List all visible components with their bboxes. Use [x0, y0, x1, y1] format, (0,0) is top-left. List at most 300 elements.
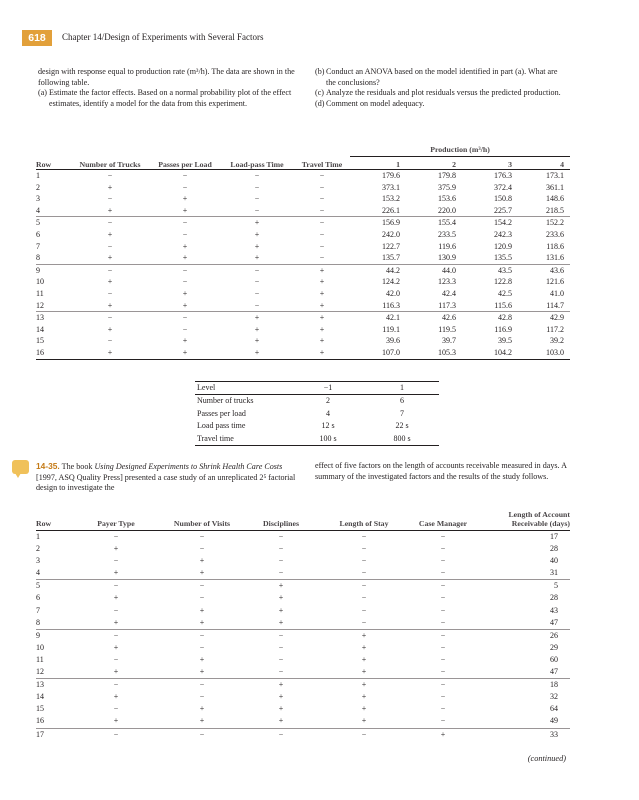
row-number: 2: [36, 182, 40, 192]
row-number: 4: [36, 567, 70, 580]
table-row: [36, 288, 570, 300]
table-cell: +: [70, 347, 150, 359]
table-cell: 29: [550, 642, 558, 652]
table-cell: 32: [550, 692, 558, 702]
table-cell: 218.5: [518, 205, 570, 217]
table-cell: +: [278, 581, 284, 591]
table-cell: −: [107, 218, 113, 228]
table-cell: 233.6: [546, 229, 564, 239]
item-c-label: (c): [315, 88, 324, 97]
table-cell: −: [319, 218, 325, 228]
table-cell: 148.6: [546, 194, 564, 204]
table-row: [36, 543, 570, 555]
row-number: 16: [36, 347, 70, 359]
table-cell: +: [278, 704, 284, 714]
levels-cell: Passes per load: [197, 408, 246, 418]
col-header-passes: Passes per Load: [150, 145, 220, 170]
item-b-label: (b): [315, 67, 325, 76]
table-cell: +: [254, 241, 260, 251]
table-cell: −: [107, 241, 113, 251]
table-cell: −: [220, 300, 294, 312]
table-cell: 372.4: [494, 182, 512, 192]
table-row: [36, 629, 570, 642]
table-cell: 49: [478, 715, 570, 728]
table-cell: 375.9: [438, 182, 456, 192]
table-cell: 156.9: [382, 218, 400, 228]
table-cell: 119.1: [382, 324, 400, 334]
table-cell: −: [113, 704, 119, 714]
table-cell: +: [361, 642, 367, 652]
levels-header-cell: 1: [365, 382, 439, 395]
exercise-text-1: The book: [59, 462, 95, 471]
production-table: [36, 145, 570, 360]
table-cell: 115.6: [462, 300, 518, 312]
row-number: 10: [36, 277, 44, 287]
table-cell: 121.6: [546, 277, 564, 287]
table-row: [36, 679, 570, 692]
col-header: Row: [36, 510, 70, 531]
table-cell: +: [150, 347, 220, 359]
row-number: 15: [36, 704, 44, 714]
row-number: 16: [36, 715, 70, 728]
exercise-text-right-para: effect of five factors on the length of accounts receivable measured in days. A summary of the investigated factors and the results of the study follows.: [315, 461, 567, 481]
table-cell: 44.0: [442, 265, 456, 275]
table-cell: +: [254, 218, 260, 228]
levels-cell: Travel time: [197, 433, 234, 443]
table-cell: +: [70, 715, 162, 728]
problem-intro: design with response equal to production rate (m³/h). The data are shown in the following table.: [38, 67, 295, 87]
table-cell: −: [278, 544, 284, 554]
table-row: [36, 567, 570, 580]
table-cell: −: [294, 252, 350, 264]
table-cell: +: [319, 313, 325, 323]
table-cell: +: [182, 241, 188, 251]
table-cell: −: [361, 532, 367, 541]
table-cell: 116.3: [350, 300, 406, 312]
table-row: [36, 241, 570, 253]
table-cell: 176.3: [494, 171, 512, 180]
item-a-text: Estimate the factor effects. Based on a normal probability plot of the effect estimates, identify a model for the data from this experiment.: [49, 88, 292, 108]
table-cell: 131.6: [518, 252, 570, 264]
row-number: 17: [36, 729, 44, 739]
table-cell: +: [319, 336, 325, 346]
exercise-number: 14-35.: [36, 461, 60, 471]
table-cell: −: [242, 567, 320, 580]
table-cell: −: [113, 532, 119, 541]
table-row: [36, 580, 570, 593]
table-cell: −: [182, 218, 188, 228]
table-cell: 105.3: [406, 347, 462, 359]
table-cell: +: [182, 336, 188, 346]
table-cell: 26: [550, 630, 558, 640]
table-cell: −: [278, 532, 284, 541]
table-cell: −: [319, 182, 325, 192]
levels-cell: 100 s: [319, 433, 337, 443]
table-row: [36, 335, 570, 347]
table-cell: 153.6: [438, 194, 456, 204]
table-cell: 42.6: [442, 313, 456, 323]
table-cell: −: [408, 666, 478, 679]
table-row: [36, 642, 570, 654]
table-cell: +: [278, 680, 284, 690]
table-cell: −: [278, 642, 284, 652]
table-cell: 114.7: [518, 300, 570, 312]
table-cell: −: [107, 336, 113, 346]
table-cell: 42.1: [386, 313, 400, 323]
table-cell: −: [440, 704, 446, 714]
table-cell: +: [150, 205, 220, 217]
exercise-text-right: [315, 461, 568, 482]
table-cell: −: [319, 171, 325, 180]
table-cell: +: [182, 288, 188, 298]
table-cell: 104.2: [462, 347, 518, 359]
row-number: 14: [36, 692, 44, 702]
table-cell: −: [278, 729, 284, 739]
table-cell: +: [320, 715, 408, 728]
exercise-book-title: Using Designed Experiments to Shrink Health Care Costs: [94, 462, 283, 471]
col-header: Disciplines: [242, 510, 320, 531]
table-cell: −: [182, 229, 188, 239]
table-row: [36, 691, 570, 703]
table-row: [36, 217, 570, 229]
table-cell: 242.0: [382, 229, 400, 239]
table-row: [36, 654, 570, 666]
table-row: [36, 252, 570, 264]
table-cell: −: [440, 680, 446, 690]
table-cell: 118.6: [546, 241, 564, 251]
table-row: [36, 703, 570, 715]
exercise-text-left: [36, 461, 300, 494]
table-cell: +: [113, 544, 119, 554]
table-cell: +: [361, 680, 367, 690]
levels-cell: 12 s: [321, 421, 335, 431]
row-number: 10: [36, 642, 44, 652]
table-cell: 42.8: [498, 313, 512, 323]
table-cell: +: [254, 336, 260, 346]
levels-cell: 7: [400, 408, 404, 418]
table-cell: +: [254, 324, 260, 334]
table-cell: +: [107, 182, 113, 192]
table-cell: +: [199, 654, 205, 664]
table-cell: −: [107, 288, 113, 298]
levels-cell: 2: [326, 396, 330, 406]
table-cell: −: [361, 544, 367, 554]
col-header: Payer Type: [70, 510, 162, 531]
table-cell: −: [113, 605, 119, 615]
col-header-replicate: 1: [350, 157, 406, 170]
table-cell: 42.4: [442, 288, 456, 298]
table-cell: 107.0: [350, 347, 406, 359]
levels-cell: 22 s: [395, 421, 409, 431]
table-cell: −: [440, 692, 446, 702]
table-cell: 153.2: [382, 194, 400, 204]
table-cell: 130.9: [406, 252, 462, 264]
factor-levels-table: [195, 381, 439, 446]
table-cell: +: [361, 630, 367, 640]
row-number: 8: [36, 617, 70, 630]
table-cell: −: [278, 654, 284, 664]
table-cell: 43: [550, 605, 558, 615]
table-cell: +: [70, 617, 162, 630]
item-a-label: (a): [38, 88, 47, 97]
table-cell: 39.6: [386, 336, 400, 346]
row-number: 11: [36, 288, 44, 298]
table-cell: −: [361, 581, 367, 591]
levels-cell: 800 s: [393, 433, 411, 443]
table-cell: −: [199, 544, 205, 554]
table-cell: −: [199, 593, 205, 603]
item-d: [315, 99, 568, 110]
table-cell: −: [440, 593, 446, 603]
table-row: [36, 193, 570, 205]
table-cell: 5: [554, 581, 558, 591]
col-header-production: Production (m³/h): [350, 145, 570, 157]
table-cell: 44.2: [386, 265, 400, 275]
table-cell: 124.2: [382, 277, 400, 287]
table-cell: 122.7: [382, 241, 400, 251]
table-cell: −: [113, 680, 119, 690]
table-cell: 119.6: [438, 241, 456, 251]
col-header-replicate: 3: [462, 157, 518, 170]
table-cell: 242.3: [494, 229, 512, 239]
levels-cell: 4: [326, 408, 330, 418]
table-cell: −: [361, 593, 367, 603]
table-cell: +: [319, 288, 325, 298]
table-cell: +: [361, 654, 367, 664]
table-cell: 173.1: [546, 171, 564, 180]
table-cell: −: [319, 229, 325, 239]
problem-continuation-right: [315, 67, 568, 109]
table-cell: +: [150, 252, 220, 264]
table-cell: +: [182, 194, 188, 204]
item-b: [315, 67, 568, 88]
table-cell: 28: [550, 593, 558, 603]
table-cell: +: [361, 704, 367, 714]
row-number: 7: [36, 241, 40, 251]
table-cell: +: [220, 252, 294, 264]
table-cell: −: [199, 692, 205, 702]
table-cell: −: [182, 313, 188, 323]
row-number: 14: [36, 324, 44, 334]
table-cell: −: [319, 241, 325, 251]
table-cell: −: [440, 532, 446, 541]
table-cell: −: [408, 617, 478, 630]
levels-row: [195, 420, 439, 432]
table-row: [36, 666, 570, 679]
row-number: 6: [36, 229, 40, 239]
row-number: 3: [36, 556, 40, 566]
table-row: [36, 617, 570, 630]
row-number: 13: [36, 313, 44, 323]
table-cell: −: [107, 265, 113, 275]
table-cell: +: [113, 692, 119, 702]
table-cell: 41.0: [550, 288, 564, 298]
table-cell: +: [199, 556, 205, 566]
table-cell: +: [107, 229, 113, 239]
table-cell: +: [150, 300, 220, 312]
table-cell: −: [182, 277, 188, 287]
table-cell: 122.8: [494, 277, 512, 287]
table-row: [36, 715, 570, 728]
table-cell: +: [199, 605, 205, 615]
col-header-trucks: Number of Trucks: [70, 145, 150, 170]
table-cell: +: [70, 205, 150, 217]
table-cell: 119.5: [438, 324, 456, 334]
table-cell: −: [242, 666, 320, 679]
table-cell: 64: [550, 704, 558, 714]
table-row: [36, 324, 570, 336]
table-cell: +: [319, 265, 325, 275]
table-cell: +: [278, 593, 284, 603]
row-number: 2: [36, 544, 40, 554]
col-header-row: Row: [36, 145, 70, 170]
row-number: 12: [36, 300, 70, 312]
col-header-replicate: 4: [518, 157, 570, 170]
table-cell: +: [278, 692, 284, 702]
table-cell: +: [162, 666, 242, 679]
table-row: [36, 605, 570, 617]
table-cell: +: [242, 617, 320, 630]
levels-header-cell: −1: [291, 382, 365, 395]
row-number: 6: [36, 593, 40, 603]
table-cell: 39.5: [498, 336, 512, 346]
table-cell: +: [113, 593, 119, 603]
row-number: 1: [36, 532, 40, 541]
table-cell: 154.2: [494, 218, 512, 228]
table-cell: 39.2: [550, 336, 564, 346]
table-row: [36, 205, 570, 217]
table-cell: 28: [550, 544, 558, 554]
table-cell: −: [199, 729, 205, 739]
table-row: [36, 170, 570, 182]
table-cell: 40: [550, 556, 558, 566]
item-d-label: (d): [315, 98, 325, 108]
table-cell: −: [254, 288, 260, 298]
table-cell: +: [199, 704, 205, 714]
levels-row: [195, 395, 439, 408]
table-cell: +: [361, 692, 367, 702]
item-b-text: Conduct an ANOVA based on the model identified in part (a). What are the conclusions?: [326, 67, 558, 87]
item-c: [315, 88, 568, 99]
table-cell: −: [278, 556, 284, 566]
table-cell: 135.5: [462, 252, 518, 264]
table-cell: +: [162, 567, 242, 580]
table-cell: −: [199, 532, 205, 541]
row-number: 13: [36, 680, 44, 690]
table-row: [36, 300, 570, 312]
table-cell: 116.9: [494, 324, 512, 334]
table-cell: −: [254, 265, 260, 275]
table-cell: −: [361, 605, 367, 615]
levels-cell: Load pass time: [197, 421, 246, 431]
table-cell: 42.5: [498, 288, 512, 298]
exercise-text-2: [1997, ASQ Quality Press] presented a case study of an unreplicated 2⁵ factorial design to investigate the: [36, 472, 296, 492]
col-header: Case Manager: [408, 510, 478, 531]
table-cell: −: [254, 182, 260, 192]
table-cell: 47: [478, 666, 570, 679]
receivables-table: [36, 510, 570, 741]
table-row: [36, 555, 570, 567]
table-cell: 17: [550, 532, 558, 541]
continued-note: (continued): [527, 754, 566, 763]
row-number: 5: [36, 218, 40, 228]
table-cell: 43.5: [498, 265, 512, 275]
page-number: 618: [22, 30, 52, 46]
running-head: Chapter 14/Design of Experiments with Several Factors: [62, 32, 264, 42]
table-cell: +: [320, 666, 408, 679]
table-cell: +: [70, 567, 162, 580]
row-number: 1: [36, 171, 40, 180]
table-cell: +: [113, 642, 119, 652]
table-cell: −: [408, 715, 478, 728]
table-cell: −: [113, 556, 119, 566]
col-header-replicate: 2: [406, 157, 462, 170]
col-header-loadpass: Load-pass Time: [220, 145, 294, 170]
table-cell: +: [70, 252, 150, 264]
table-cell: −: [361, 556, 367, 566]
table-cell: 233.5: [438, 229, 456, 239]
table-cell: −: [320, 567, 408, 580]
levels-header-row: [195, 382, 439, 395]
table-cell: −: [440, 581, 446, 591]
exercise-marker-icon: [12, 460, 29, 474]
table-cell: +: [278, 605, 284, 615]
table-row: [36, 531, 570, 544]
table-row: [36, 312, 570, 324]
table-cell: 155.4: [438, 218, 456, 228]
table-cell: −: [408, 567, 478, 580]
col-header: Length of Account Receivable (days): [478, 510, 570, 531]
table-cell: 226.1: [350, 205, 406, 217]
row-number: 7: [36, 605, 40, 615]
row-number: 12: [36, 666, 70, 679]
table-cell: −: [440, 605, 446, 615]
table-cell: +: [440, 729, 446, 739]
row-number: 3: [36, 194, 40, 204]
table-row: [36, 182, 570, 194]
levels-header-cell: Level: [195, 382, 291, 395]
table-cell: −: [113, 581, 119, 591]
table-cell: 117.3: [406, 300, 462, 312]
table-cell: 39.7: [442, 336, 456, 346]
table-cell: 120.9: [494, 241, 512, 251]
row-number: 15: [36, 336, 44, 346]
table-row: [36, 347, 570, 359]
table-cell: 373.1: [382, 182, 400, 192]
table-row: [36, 276, 570, 288]
table-cell: 33: [550, 729, 558, 739]
table-cell: −: [254, 277, 260, 287]
table-cell: −: [199, 581, 205, 591]
item-d-text: Comment on model adequacy.: [326, 98, 425, 108]
table-row: [36, 592, 570, 604]
table-cell: −: [199, 680, 205, 690]
table-cell: −: [113, 654, 119, 664]
table-cell: +: [254, 313, 260, 323]
table-cell: 42.9: [550, 313, 564, 323]
table-cell: 150.8: [494, 194, 512, 204]
table-cell: −: [440, 544, 446, 554]
table-cell: −: [199, 642, 205, 652]
table-cell: −: [182, 324, 188, 334]
row-number: 4: [36, 205, 70, 217]
table-cell: −: [294, 205, 350, 217]
col-header: Length of Stay: [320, 510, 408, 531]
table-cell: 225.7: [462, 205, 518, 217]
table-cell: −: [182, 171, 188, 180]
row-number: 9: [36, 265, 40, 275]
levels-row: [195, 433, 439, 446]
